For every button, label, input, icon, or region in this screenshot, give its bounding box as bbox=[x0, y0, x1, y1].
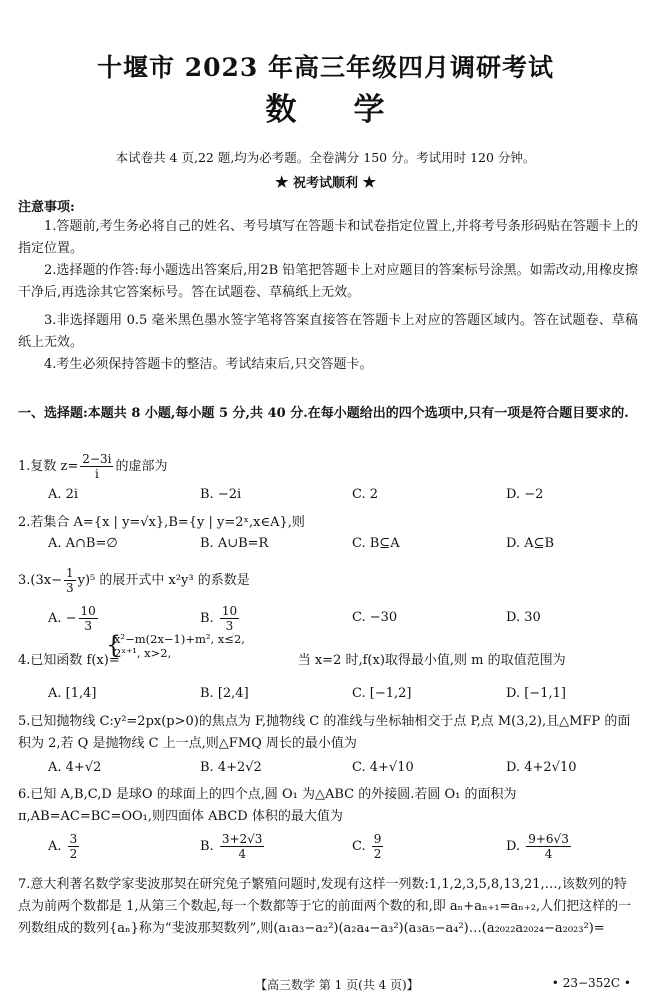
q3-b-den: 3 bbox=[225, 619, 234, 633]
q4-case-2: 2ˣ⁺¹, x>2, bbox=[114, 646, 172, 660]
q1-stem-post: 的虚部为 bbox=[115, 459, 168, 474]
q6-option-d-fraction bbox=[526, 832, 571, 861]
footer-page-label: 【高三数学 第 1 页(共 4 页)】 bbox=[255, 978, 419, 992]
q6-option-c bbox=[352, 832, 385, 861]
q5-option-d: D. 4+2√10 bbox=[506, 760, 577, 775]
section-1-heading bbox=[18, 403, 638, 425]
q4-option-c: C. [−1,2] bbox=[352, 686, 412, 701]
q6-option-b-prefix: B. bbox=[200, 839, 218, 854]
q1-fraction bbox=[80, 452, 113, 481]
notice-item-4: 4.考生必须保持答题卡的整洁。考试结束后,只交答题卡。 bbox=[44, 357, 373, 372]
q6-option-a bbox=[48, 832, 81, 861]
q4-option-d: D. [−1,1] bbox=[506, 686, 566, 701]
footer-code: • 23−352C • bbox=[551, 976, 631, 990]
question-6: 6.已知 A,B,C,D 是球O 的球面上的四个点,圆 O₁ 为△ABC 的外接圆.若圆 O₁ 的面积为 π,AB=AC=BC=OO₁,则四面体 ABCD 体积的最大值为 bbox=[18, 787, 517, 824]
q3-options bbox=[48, 604, 638, 634]
q1-option-d: D. −2 bbox=[506, 487, 544, 502]
question-5: 5.已知抛物线 C:y²=2px(p>0)的焦点为 F,抛物线 C 的准线与坐标轴相交于点 P,点 M(3,2),且△MFP 的面积为 2,若 Q 是抛物线 C 上一点,则△FMQ 周长的最小值为 bbox=[18, 714, 631, 751]
q6-b-den: 4 bbox=[238, 847, 246, 861]
notice-item-3: 3.非选择题用 0.5 毫米黑色墨水签字笔将答案直接答在答题卡上对应的答题区域内。答在试题卷、草稿纸上无效。 bbox=[18, 313, 638, 350]
subject-title bbox=[0, 84, 651, 129]
q5-option-b: B. 4+2√2 bbox=[200, 760, 262, 775]
q3-stem-pre: 3.(3x− bbox=[18, 573, 62, 588]
q3-a-num: 10 bbox=[80, 604, 96, 618]
q5-options bbox=[48, 760, 638, 784]
q2-option-b: B. A∪B=R bbox=[200, 536, 269, 551]
section-1-text: 一、选择题:本题共 8 小题,每小题 5 分,共 40 分.在每小题给出的四个选项中,只有一项是符合题目要求的. bbox=[18, 406, 629, 421]
q1-denominator: i bbox=[94, 467, 99, 481]
good-luck-text: 祝考试顺利 bbox=[292, 176, 358, 191]
q6-a-num: 3 bbox=[69, 832, 78, 846]
q6-a-den: 2 bbox=[69, 847, 78, 861]
q3-option-b-fraction bbox=[220, 604, 239, 633]
q1-option-a: A. 2i bbox=[48, 487, 79, 502]
q1-option-b: B. −2i bbox=[200, 487, 242, 502]
q4-case-1: x²−m(2x−1)+m², x≤2, bbox=[114, 632, 245, 646]
q3-option-b bbox=[200, 604, 241, 633]
subject-char-1: 数 bbox=[265, 92, 298, 128]
q6-option-c-fraction bbox=[372, 832, 384, 861]
exam-title: 十堰市 2023 年高三年级四月调研考试 bbox=[97, 53, 554, 82]
q2-options bbox=[48, 536, 638, 560]
q6-option-b bbox=[200, 832, 266, 861]
star-icon: ★ bbox=[275, 173, 289, 191]
q6-c-den: 2 bbox=[373, 847, 382, 861]
notice-item-2: 2.选择题的作答:每小题选出答案后,用2B 铅笔把答题卡上对应题目的答案标号涂黑。如需改动,用橡皮擦干净后,再选涂其它答案标号。答在试题卷、草稿纸上无效。 bbox=[18, 263, 638, 300]
q6-option-c-prefix: C. bbox=[352, 839, 370, 854]
q3-b-num: 10 bbox=[221, 604, 238, 618]
q1-option-c: C. 2 bbox=[352, 487, 379, 502]
q6-d-num: 9+6√3 bbox=[528, 832, 569, 846]
q6-option-a-fraction bbox=[68, 832, 80, 861]
q6-option-a-prefix: A. bbox=[48, 839, 66, 854]
q3-fraction bbox=[64, 566, 76, 595]
q2-option-c: C. B⊆A bbox=[352, 536, 400, 551]
q4-stem-post: 当 x=2 时,f(x)取得最小值,则 m 的取值范围为 bbox=[297, 653, 566, 668]
q1-numerator: 2−3i bbox=[82, 452, 112, 466]
q6-option-d bbox=[506, 832, 573, 861]
q3-option-b-prefix: B. bbox=[200, 611, 218, 626]
q2-option-a: A. A∩B=∅ bbox=[48, 536, 118, 551]
q4-stem-pre: 4.已知函数 f(x)= bbox=[18, 653, 120, 668]
q6-d-den: 4 bbox=[544, 847, 553, 861]
q5-option-a: A. 4+√2 bbox=[48, 760, 102, 775]
q1-stem-pre: 1.复数 z= bbox=[18, 459, 79, 474]
question-3 bbox=[18, 566, 638, 595]
q4-options bbox=[48, 686, 638, 710]
q6-option-b-fraction bbox=[220, 832, 265, 861]
q1-options bbox=[48, 487, 638, 511]
q6-options bbox=[48, 832, 638, 866]
q3-option-a-fraction bbox=[79, 604, 98, 633]
q4-piecewise bbox=[106, 631, 245, 660]
q4-option-a: A. [1,4] bbox=[48, 686, 97, 701]
q3-option-a-prefix: A. − bbox=[48, 611, 77, 626]
good-luck-line bbox=[0, 172, 651, 191]
star-icon: ★ bbox=[362, 173, 376, 191]
question-7: 7.意大利著名数学家斐波那契在研究兔子繁殖问题时,发现有这样一列数:1,1,2,3,5,8,13,21,…,该数列的特点为前两个数都是 1,从第三个数起,每一个数都等于它的前面两个数的和,即 aₙ+aₙ₊₁=aₙ₊₂,人们把这样的一列数组成的数列{aₙ}称为“斐波那契数列”,则(a₁a₃−a₂²)(a₂a₄−a₃²)(a₃a₅−a₄²)…(a₂₀₂₂a₂₀₂₄−a₂₀₂₃²)= bbox=[18, 877, 632, 936]
q3-option-c: C. −30 bbox=[352, 610, 398, 625]
q6-b-num: 3+2√3 bbox=[221, 832, 263, 846]
notice-title: 注意事项: bbox=[18, 200, 75, 215]
q4-option-b: B. [2,4] bbox=[200, 686, 249, 701]
q3-a-den: 3 bbox=[84, 619, 92, 633]
q3-denominator: 3 bbox=[65, 581, 74, 595]
notice-item-1: 1.答题前,考生务必将自己的姓名、考号填写在答题卡和试卷指定位置上,并将考号条形码贴在答题卡上的指定位置。 bbox=[18, 219, 638, 256]
q3-numerator: 1 bbox=[65, 566, 74, 580]
question-2: 2.若集合 A={x | y=√x},B={y | y=2ˣ,x∈A},则 bbox=[18, 515, 305, 530]
brace-icon: { bbox=[106, 631, 122, 659]
subject-char-2: 学 bbox=[353, 92, 386, 128]
q5-option-c: C. 4+√10 bbox=[352, 760, 414, 775]
exam-intro: 本试卷共 4 页,22 题,均为必考题。全卷满分 150 分。考试用时 120 分钟。 bbox=[115, 150, 536, 165]
q3-option-d: D. 30 bbox=[506, 610, 541, 625]
q3-option-a bbox=[48, 604, 100, 633]
q6-option-d-prefix: D. bbox=[506, 839, 525, 854]
q6-c-num: 9 bbox=[373, 832, 382, 846]
question-1 bbox=[18, 452, 638, 481]
q3-stem-post: y)⁵ 的展开式中 x²y³ 的系数是 bbox=[77, 573, 250, 588]
q2-option-d: D. A⊆B bbox=[506, 536, 555, 551]
